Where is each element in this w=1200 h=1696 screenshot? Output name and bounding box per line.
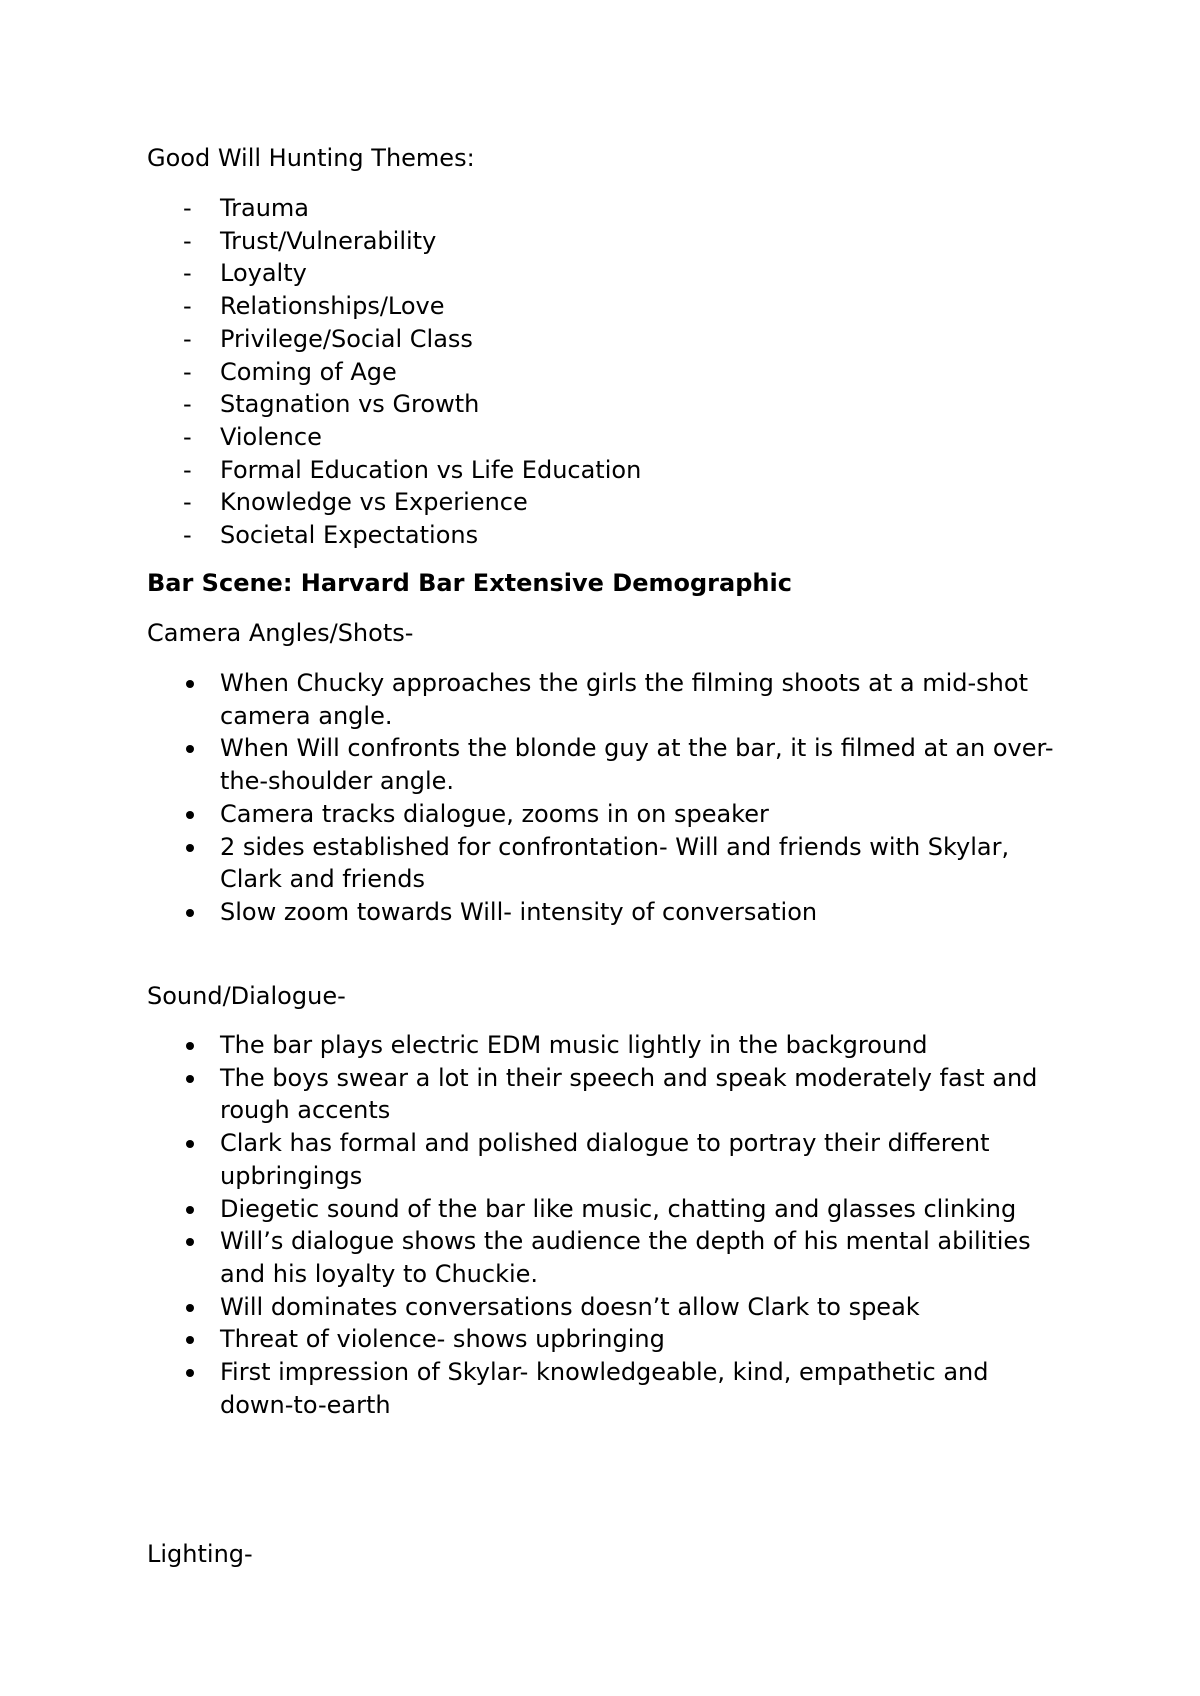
point-text: The boys swear a lot in their speech and speak moderately fast and rough accents (220, 1063, 1038, 1125)
theme-text: Knowledge vs Experience (220, 488, 528, 517)
list-item (147, 519, 1067, 552)
list-item (147, 225, 1067, 258)
sound-points-list (147, 1029, 1067, 1421)
theme-text: Violence (220, 422, 322, 451)
sound-heading: Sound/Dialogue- (147, 982, 346, 1010)
bullet-icon (186, 1075, 194, 1083)
camera-heading: Camera Angles/Shots- (147, 619, 414, 647)
list-item (147, 798, 1067, 831)
theme-text: Societal Expectations (220, 521, 479, 550)
theme-text: Loyalty (220, 259, 307, 288)
bullet-icon (186, 844, 194, 852)
list-item (147, 1291, 1067, 1324)
point-text: Will dominates conversations doesn’t allow Clark to speak (220, 1292, 920, 1321)
list-item (147, 257, 1067, 290)
point-text: When Will confronts the blonde guy at the bar, it is filmed at an over-the-shoulder angle. (220, 734, 1054, 796)
point-text: The bar plays electric EDM music lightly in the background (220, 1031, 928, 1059)
bullet-icon (186, 1336, 194, 1344)
dash-marker: - (183, 521, 192, 550)
theme-text: Coming of Age (220, 357, 397, 386)
dash-marker: - (183, 292, 192, 321)
point-text: Clark has formal and polished dialogue to portray their different upbringings (220, 1129, 990, 1190)
list-item (147, 1029, 1067, 1062)
bullet-icon (186, 1238, 194, 1246)
lighting-heading: Lighting- (147, 1540, 253, 1568)
list-item (147, 667, 1067, 732)
list-item (147, 454, 1067, 487)
theme-text: Stagnation vs Growth (220, 390, 480, 419)
dash-marker: - (183, 226, 192, 255)
point-text: When Chucky approaches the girls the filming shoots at a mid-shot camera angle. (220, 669, 1028, 730)
theme-text: Formal Education vs Life Education (220, 455, 642, 484)
dash-marker: - (183, 390, 192, 419)
bullet-icon (186, 745, 194, 753)
point-text: Camera tracks dialogue, zooms in on speaker (220, 799, 769, 828)
bullet-icon (186, 811, 194, 819)
dash-marker: - (183, 357, 192, 386)
point-text: Threat of violence- shows upbringing (220, 1325, 665, 1354)
theme-text: Trauma (220, 194, 310, 222)
list-item (147, 192, 1067, 225)
theme-text: Trust/Vulnerability (220, 226, 437, 255)
bullet-icon (186, 1042, 194, 1050)
list-item (147, 1356, 1067, 1421)
list-item (147, 1193, 1067, 1226)
list-item (147, 323, 1067, 356)
list-item (147, 896, 1067, 929)
list-item (147, 421, 1067, 454)
camera-points-list (147, 667, 1067, 929)
dash-marker: - (183, 488, 192, 517)
list-item (147, 356, 1067, 389)
list-item (147, 1323, 1067, 1356)
point-text: First impression of Skylar- knowledgeable, kind, empathetic and down-to-earth (220, 1358, 989, 1419)
list-item (147, 1062, 1067, 1127)
point-text: 2 sides established for confrontation- Will and friends with Skylar, Clark and friends (220, 832, 1010, 894)
bullet-icon (186, 1369, 194, 1377)
bar-scene-heading: Bar Scene: Harvard Bar Extensive Demographic (147, 569, 792, 597)
bullet-icon (186, 680, 194, 688)
bullet-icon (186, 1206, 194, 1214)
bullet-icon (186, 1140, 194, 1148)
point-text: Will’s dialogue shows the audience the depth of his mental abilities and his loyalty to Chuckie. (220, 1227, 1031, 1288)
list-item (147, 1225, 1067, 1290)
point-text: Diegetic sound of the bar like music, chatting and glasses clinking (220, 1194, 1017, 1223)
list-item (147, 388, 1067, 421)
theme-text: Privilege/Social Class (220, 324, 473, 353)
themes-list (147, 192, 1067, 552)
dash-marker: - (183, 455, 192, 484)
document-title: Good Will Hunting Themes: (147, 144, 475, 172)
dash-marker: - (183, 422, 192, 451)
list-item (147, 290, 1067, 323)
dash-marker: - (183, 194, 192, 222)
list-item (147, 831, 1067, 896)
dash-marker: - (183, 324, 192, 353)
point-text: Slow zoom towards Will- intensity of conversation (220, 897, 818, 926)
bullet-icon (186, 909, 194, 917)
list-item (147, 1127, 1067, 1192)
bullet-icon (186, 1304, 194, 1312)
dash-marker: - (183, 259, 192, 288)
list-item (147, 732, 1067, 797)
list-item (147, 486, 1067, 519)
theme-text: Relationships/Love (220, 292, 445, 321)
